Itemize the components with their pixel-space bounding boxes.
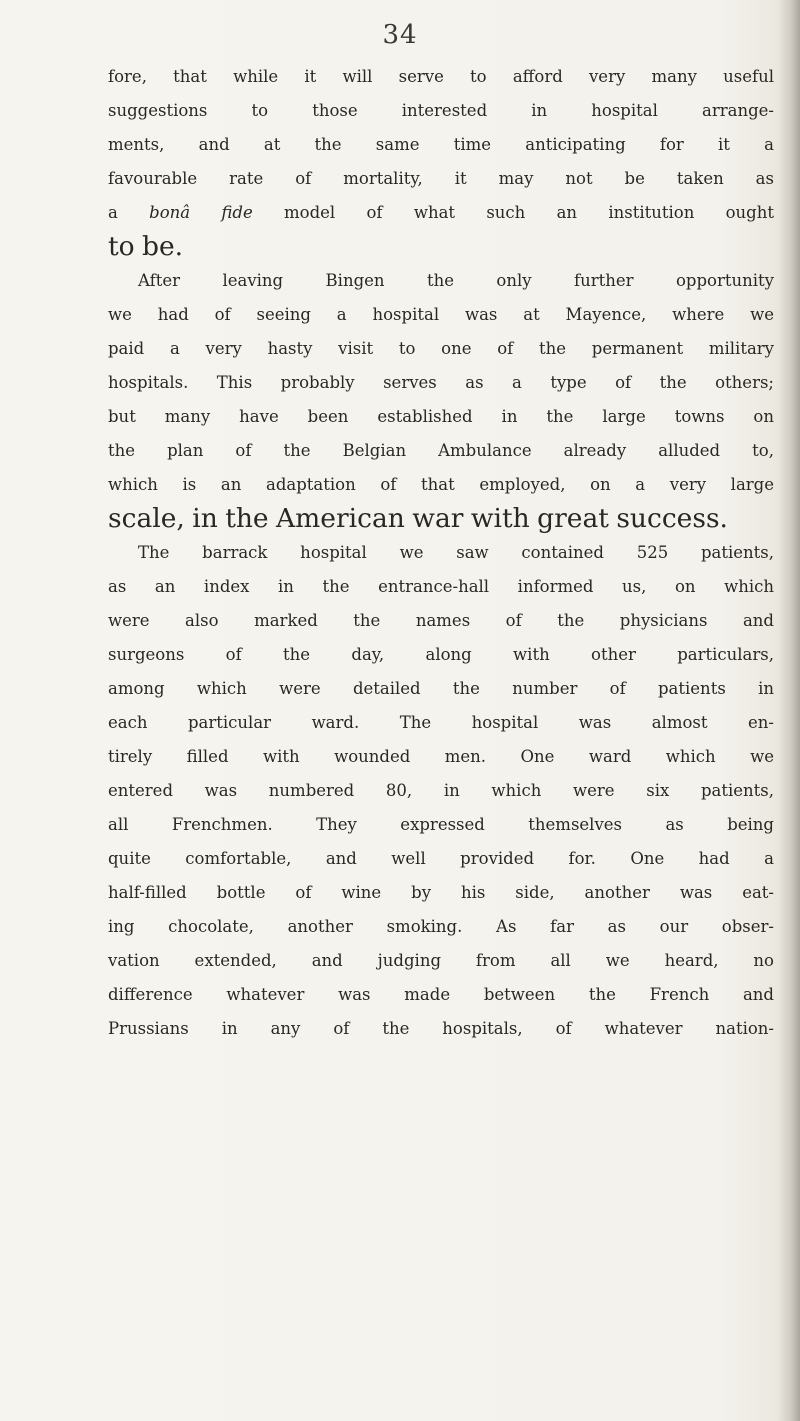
page-number: 34 — [382, 20, 418, 50]
text-line: a bonâ fide model of what such an institution ought — [108, 203, 775, 222]
text-line: vation extended, and judging from all we heard, no — [108, 951, 774, 970]
text-line: surgeons of the day, along with other particulars, — [108, 645, 774, 664]
text-line: fore, that while it will serve to afford very many useful — [108, 67, 774, 86]
text-line: ing chocolate, another smoking. As far as our obser- — [108, 917, 774, 936]
text-line: the plan of the Belgian Ambulance already alluded to, — [108, 441, 774, 460]
text-line: difference whatever was made between the French and — [108, 985, 774, 1004]
text-line: we had of seeing a hospital was at Mayence, where we — [108, 305, 774, 324]
text-line: which is an adaptation of that employed, on a very large — [108, 475, 774, 494]
italic-phrase: bonâ fide — [149, 203, 253, 222]
text-line: each particular ward. The hospital was almost en- — [108, 713, 774, 732]
body-text — [108, 60, 774, 1046]
text-line: but many have been established in the large towns on — [108, 407, 774, 426]
text-line: were also marked the names of the physicians and — [108, 611, 774, 630]
page-edge-shadow — [778, 0, 800, 1421]
text-line: half-filled bottle of wine by his side, another was eat- — [108, 883, 774, 902]
text-line: hospitals. This probably serves as a type of the others; — [108, 373, 774, 392]
paragraph-start-line: After leaving Bingen the only further opportunity — [138, 271, 774, 290]
text-line: to be. — [108, 231, 184, 262]
text-line: among which were detailed the number of patients in — [108, 679, 774, 698]
text-line: as an index in the entrance-hall informed us, on which — [108, 577, 774, 596]
text-line: suggestions to those interested in hospital arrange- — [108, 101, 774, 120]
text-line: scale, in the American war with great success. — [108, 503, 728, 534]
text-line: paid a very hasty visit to one of the permanent military — [108, 339, 774, 358]
text-line: entered was numbered 80, in which were six patients, — [108, 781, 774, 800]
text-line: tirely filled with wounded men. One ward which we — [108, 747, 774, 766]
paragraph-start-line: The barrack hospital we saw contained 525 patients, — [138, 543, 774, 562]
text-line: favourable rate of mortality, it may not be taken as — [108, 169, 774, 188]
text-line: quite comfortable, and well provided for. One had a — [108, 849, 774, 868]
text-line: ments, and at the same time anticipating for it a — [108, 135, 774, 154]
text-line: all Frenchmen. They expressed themselves as being — [108, 815, 774, 834]
text-line: Prussians in any of the hospitals, of whatever nation- — [108, 1019, 774, 1038]
